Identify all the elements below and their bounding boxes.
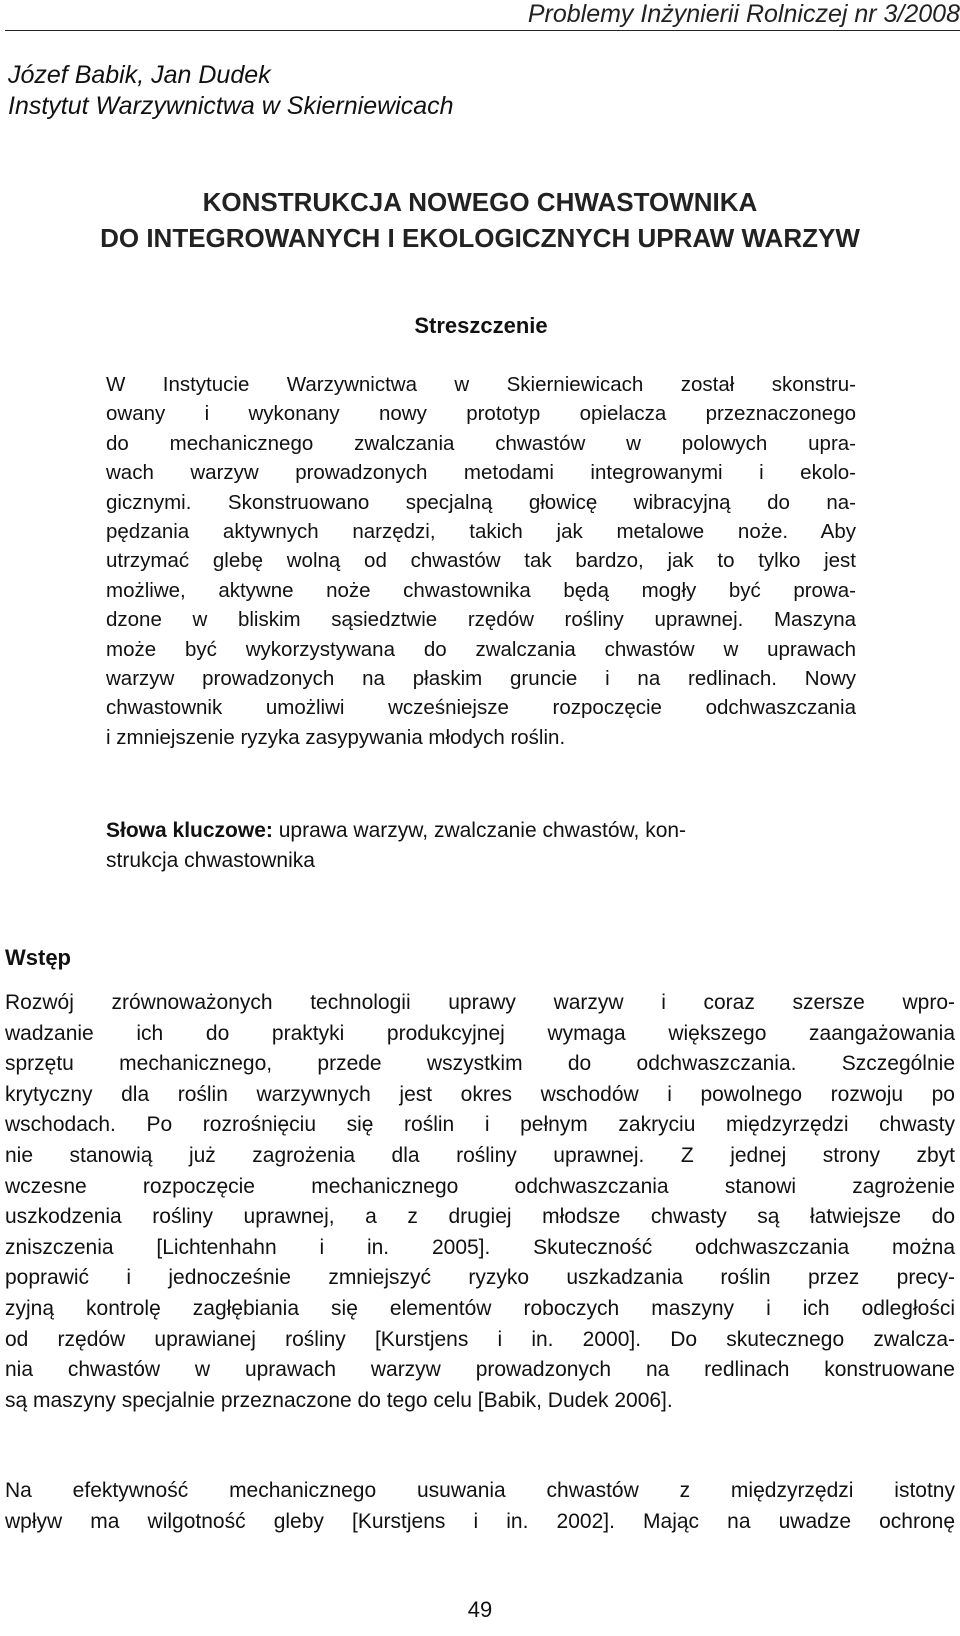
abstract-line: i zmniejszenie ryzyka zasypywania młodych roślin. — [106, 725, 566, 749]
abstract-line: warzyw prowadzonych na płaskim gruncie i na redlinach. Nowy — [106, 667, 856, 691]
body-line: zniszczenia [Lichtenhahn i in. 2005]. Skuteczność odchwaszczania można — [5, 1235, 955, 1259]
body-line: od rzędów uprawianej rośliny [Kurstjens i in. 2000]. Do skutecznego zwalcza- — [5, 1327, 955, 1351]
body-line: Na efektywność mechanicznego usuwania chwastów z międzyrzędzi istotny — [5, 1479, 955, 1502]
body-line: wadzanie ich do praktyki produkcyjnej wymaga większego zaangażowania — [5, 1021, 955, 1045]
abstract-heading: Streszczenie — [414, 313, 548, 338]
body-line: krytyczny dla roślin warzywnych jest okres wschodów i powolnego rozwoju po — [5, 1082, 955, 1106]
author-affiliation: Instytut Warzywnictwa w Skierniewicach — [8, 92, 454, 120]
body-line: wpływ ma wilgotność gleby [Kurstjens i in. 2002]. Mając na uwadze ochronę — [5, 1509, 955, 1533]
header-rule — [5, 30, 960, 31]
body-line: wschodach. Po rozrośnięciu się roślin i pełnym zakryciu międzyrzędzi chwasty — [5, 1113, 955, 1137]
keywords-text-2: strukcja chwastownika — [106, 849, 315, 872]
journal-header: Problemy Inżynierii Rolniczej nr 3/2008 — [527, 0, 960, 28]
abstract-line: dzone w bliskim sąsiedztwie rzędów rośliny uprawnej. Maszyna — [106, 608, 856, 632]
abstract-line: do mechanicznego zwalczania chwastów w polowych upra- — [106, 431, 856, 455]
body-line: nia chwastów w uprawach warzyw prowadzonych na redlinach konstruowane — [5, 1358, 955, 1382]
body-line: sprzętu mechanicznego, przede wszystkim do odchwaszczania. Szczególnie — [5, 1052, 955, 1076]
intro-paragraph-2 — [5, 1476, 955, 1537]
abstract-line: utrzymać glebę wolną od chwastów tak bardzo, jak to tylko jest — [106, 549, 856, 573]
keywords-block — [106, 816, 856, 876]
abstract-line: wach warzyw prowadzonych metodami integrowanymi i ekolo- — [106, 461, 856, 485]
abstract-line: chwastownik umożliwi wcześniejsze rozpoczęcie odchwaszczania — [106, 696, 856, 720]
abstract-line: W Instytucie Warzywnictwa w Skierniewicach został skonstru- — [106, 373, 856, 396]
body-line: poprawić i jednocześnie zmniejszyć ryzyko uszkadzania roślin przez precy- — [5, 1266, 955, 1290]
body-line: są maszyny specjalnie przeznaczone do tego celu [Babik, Dudek 2006]. — [5, 1388, 673, 1412]
abstract-line: gicznymi. Skonstruowano specjalną głowicę wibracyjną do na- — [106, 490, 856, 514]
page-number: 49 — [467, 1597, 493, 1622]
section-heading: Wstęp — [5, 945, 71, 970]
paper-title — [0, 184, 960, 256]
authors-block — [8, 60, 454, 122]
body-line: uszkodzenia rośliny uprawnej, a z drugiej młodsze chwasty są łatwiejsze do — [5, 1205, 955, 1229]
abstract-line: owany i wykonany nowy prototyp opielacza przeznaczonego — [106, 402, 856, 426]
abstract-line: może być wykorzystywana do zwalczania chwastów w uprawach — [106, 637, 856, 661]
title-line-2: DO INTEGROWANYCH I EKOLOGICZNYCH UPRAW WARZYW — [100, 223, 860, 253]
keywords-label: Słowa kluczowe: — [106, 819, 273, 842]
abstract-line: pędzania aktywnych narzędzi, takich jak metalowe noże. Aby — [106, 520, 856, 544]
author-names: Józef Babik, Jan Dudek — [8, 61, 271, 89]
title-line-1: KONSTRUKCJA NOWEGO CHWASTOWNIKA — [202, 187, 758, 217]
abstract-body — [106, 370, 856, 752]
body-line: wczesne rozpoczęcie mechanicznego odchwaszczania stanowi zagrożenie — [5, 1174, 955, 1198]
body-line: Rozwój zrównoważonych technologii uprawy warzyw i coraz szersze wpro- — [5, 991, 955, 1014]
body-line: nie stanowią już zagrożenia dla rośliny uprawnej. Z jednej strony zbyt — [5, 1143, 955, 1167]
intro-paragraph-1 — [5, 988, 955, 1416]
body-line: zyjną kontrolę zagłębiania się elementów roboczych maszyny i ich odległości — [5, 1296, 955, 1320]
abstract-line: możliwe, aktywne noże chwastownika będą mogły być prowa- — [106, 578, 856, 602]
keywords-text-1: uprawa warzyw, zwalczanie chwastów, kon- — [278, 819, 687, 842]
